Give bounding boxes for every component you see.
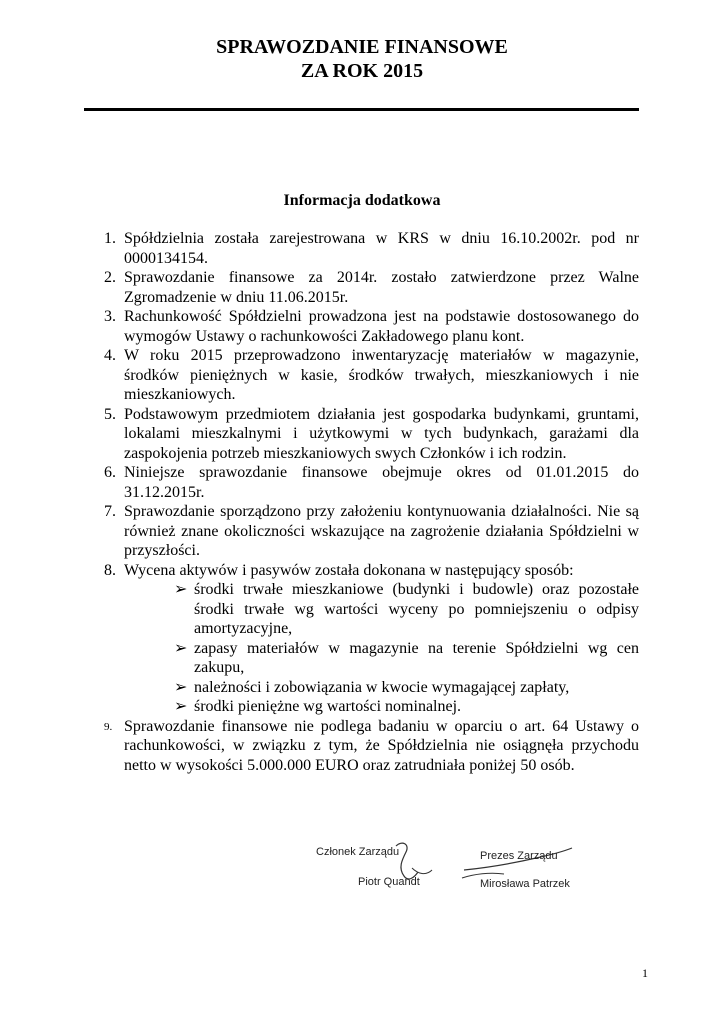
list-item <box>104 346 639 405</box>
list-item <box>104 463 639 502</box>
list-item-text: Podstawowym przedmiotem działania jest gospodarka budynkami, gruntami, lokalami mieszkalnymi i użytkowymi w tych budynkach, garażami dla zaspokojenia potrzeb mieszkaniowych swych Członków i ich rodzin. <box>124 405 639 462</box>
list-item-text: Niniejsze sprawozdanie finansowe obejmuje okres od 01.01.2015 do 31.12.2015r. <box>124 464 639 501</box>
list-item-text: Sprawozdanie sporządzono przy założeniu kontynuowania działalności. Nie są również znane okoliczności wskazujące na zagrożenie działania Spółdzielni w przyszłości. <box>124 503 639 559</box>
signature-stamp-area <box>314 838 584 900</box>
signature-left-name: Piotr Quandt <box>358 876 420 888</box>
list-item-number: 4. <box>104 347 116 364</box>
list-item-text: Wycena aktywów i pasywów została dokonana w następujący sposób: <box>124 561 574 579</box>
valuation-sublist <box>174 580 639 717</box>
list-item <box>104 229 639 268</box>
list-item-text: Spółdzielnia została zarejestrowana w KRS w dniu 16.10.2002r. pod nr 0000134154. <box>124 230 639 267</box>
sublist-item <box>174 697 639 717</box>
list-item-number: 2. <box>104 269 116 286</box>
sublist-item <box>174 639 639 678</box>
list-item <box>104 502 639 561</box>
page-number: 1 <box>642 966 648 980</box>
list-item-number: 5. <box>104 405 116 423</box>
title-divider <box>84 108 639 111</box>
list-item-number: 7. <box>104 503 116 520</box>
document-title-line1: SPRAWOZDANIE FINANSOWE <box>216 36 508 58</box>
list-item-number: 1. <box>104 230 116 247</box>
list-item-text: W roku 2015 przeprowadzono inwentaryzację materiałów w magazynie, środków pieniężnych w kasie, środków trwałych, mieszkaniowych i nie mieszkaniowych. <box>124 347 639 403</box>
list-item <box>104 307 639 346</box>
list-item-text: Sprawozdanie finansowe za 2014r. zostało zatwierdzone przez Walne Zgromadzenie w dniu 11.06.2015r. <box>124 269 639 306</box>
list-item-number: 9. <box>104 720 113 733</box>
sublist-item <box>174 678 639 698</box>
list-item <box>104 405 639 464</box>
list-item-text: Rachunkowość Spółdzielni prowadzona jest na podstawie dostosowanego do wymogów Ustawy o rachunkowości Zakładowego planu kont. <box>124 308 639 345</box>
list-item-number: 3. <box>104 308 116 325</box>
document-title-line2: ZA ROK 2015 <box>300 60 424 82</box>
signature-left-role: Członek Zarządu <box>316 846 400 858</box>
arrow-bullet-icon: ➢ <box>174 678 188 696</box>
sublist-item-text: środki trwałe mieszkaniowe (budynki i budowle) oraz pozostałe środki trwałe wg wartości wyceny po pomniejszeniu o odpisy amortyzacyjne, <box>194 581 639 637</box>
arrow-bullet-icon: ➢ <box>174 698 188 715</box>
section-heading: Informacja dodatkowa <box>283 192 441 209</box>
signature-right-role: Prezes Zarządu <box>480 850 558 862</box>
signature-right-name: Mirosława Patrzek <box>480 878 570 890</box>
list-item <box>104 561 639 581</box>
sublist-item-text: środki pieniężne wg wartości nominalnej. <box>194 698 462 715</box>
list-item-text: Sprawozdanie finansowe nie podlega badaniu w oparciu o art. 64 Ustawy o rachunkowości, w związku z tym, że Spółdzielnia nie osiągnęła przychodu netto w wysokości 5.000.000 EURO oraz zatrudniała poniżej 50 osób. <box>124 717 639 774</box>
sublist-item-text: należności i zobowiązania w kwocie wymagającej zapłaty, <box>194 678 570 696</box>
arrow-bullet-icon: ➢ <box>174 639 188 657</box>
arrow-bullet-icon: ➢ <box>174 581 188 598</box>
list-item <box>104 717 639 776</box>
list-item-number: 6. <box>104 464 116 481</box>
list-item-number: 8. <box>104 561 116 579</box>
numbered-list <box>104 229 639 775</box>
sublist-item-text: zapasy materiałów w magazynie na terenie Spółdzielni wg cen zakupu, <box>194 639 639 676</box>
sublist-item <box>174 580 639 639</box>
list-item <box>104 268 639 307</box>
